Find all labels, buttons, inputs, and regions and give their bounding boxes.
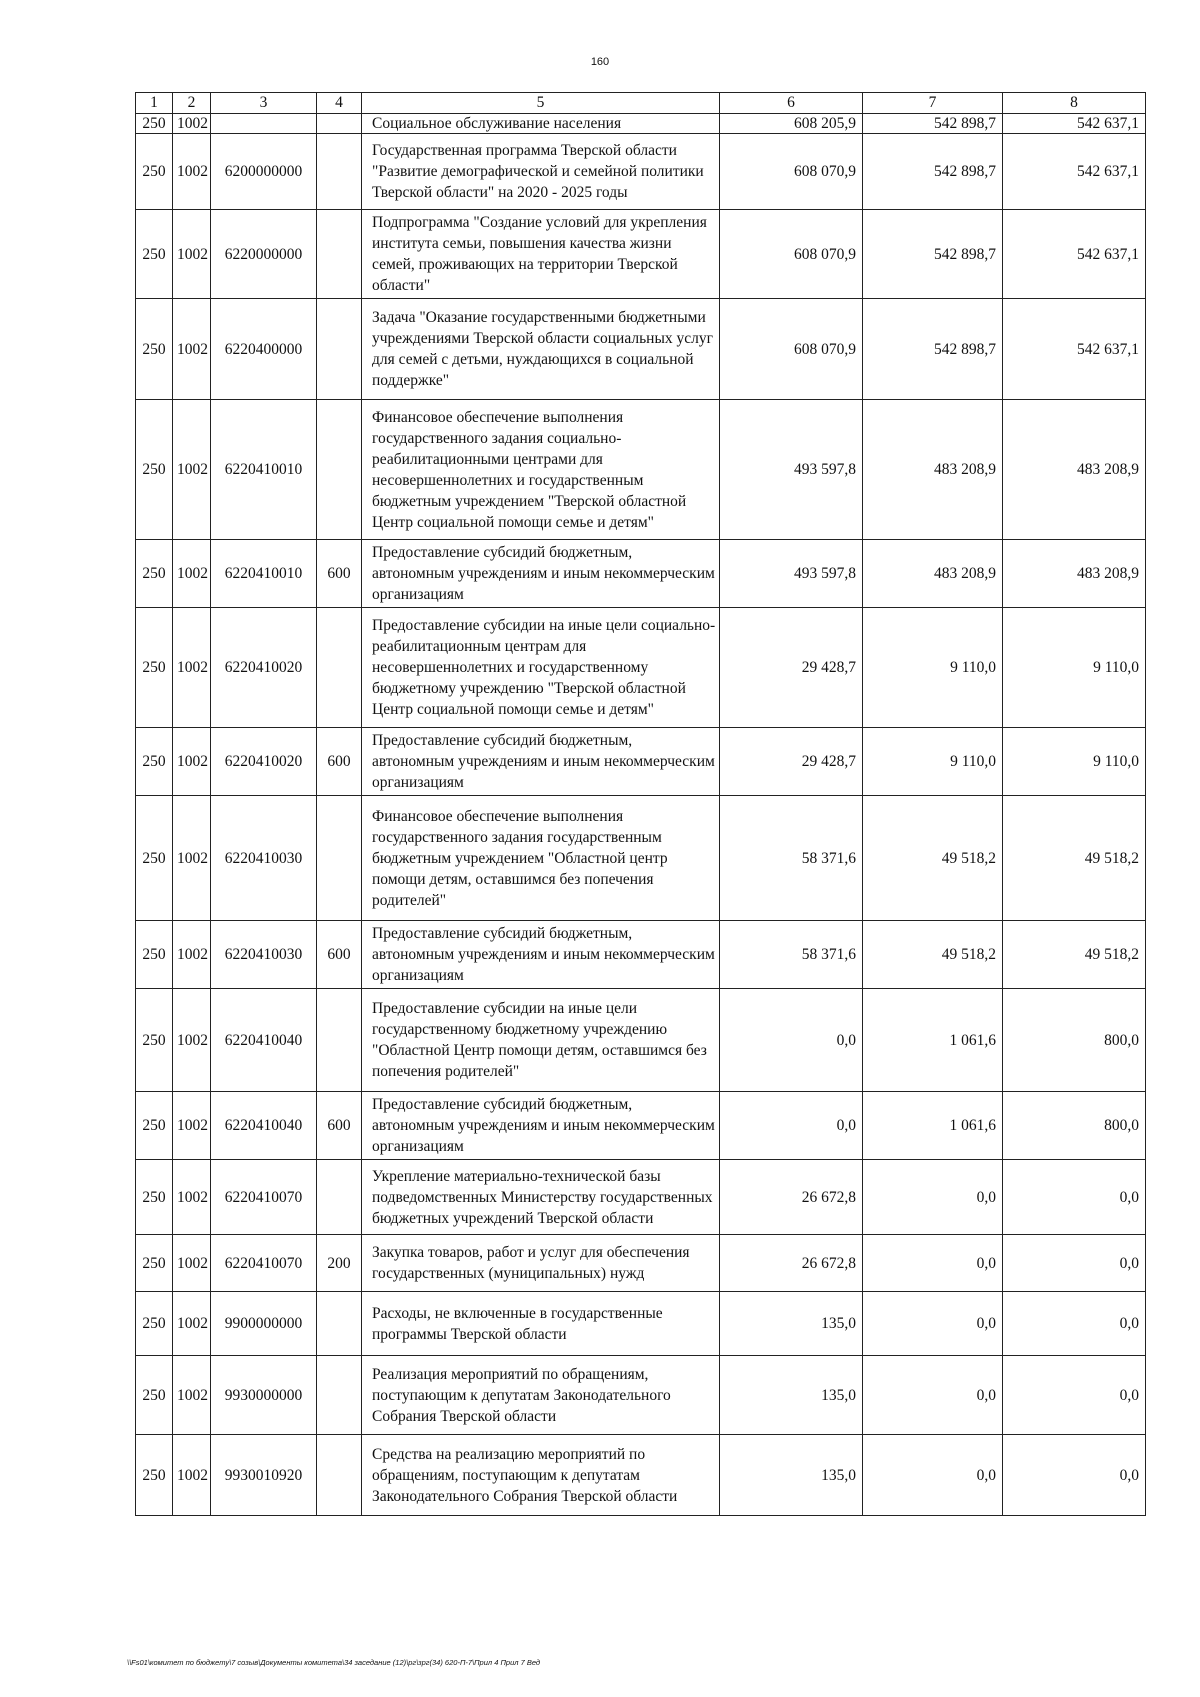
cell-target-code: [211, 114, 317, 134]
cell-subsection: 1002: [173, 1160, 211, 1235]
cell-value-col8: 9 110,0: [1003, 608, 1146, 728]
cell-value-col6: 608 070,9: [720, 299, 863, 400]
cell-expense-type: 600: [317, 1092, 362, 1160]
cell-subsection: 1002: [173, 921, 211, 989]
cell-target-code: 6220000000: [211, 210, 317, 299]
cell-value-col6: 493 597,8: [720, 540, 863, 608]
cell-value-col8: 0,0: [1003, 1292, 1146, 1356]
cell-section: 250: [136, 796, 173, 921]
cell-value-col8: 49 518,2: [1003, 796, 1146, 921]
cell-expense-type: [317, 1160, 362, 1235]
cell-value-col6: 29 428,7: [720, 728, 863, 796]
cell-target-code: 9930000000: [211, 1356, 317, 1435]
page-number: 160: [590, 56, 610, 68]
cell-subsection: 1002: [173, 1292, 211, 1356]
cell-subsection: 1002: [173, 210, 211, 299]
cell-value-col6: 135,0: [720, 1292, 863, 1356]
cell-section: 250: [136, 210, 173, 299]
cell-name: Укрепление материально-технической базы подведомственных Министерству государственных бюджетных учреждений Тверской области: [362, 1160, 720, 1235]
cell-value-col6: 0,0: [720, 1092, 863, 1160]
column-header: 6: [720, 93, 863, 114]
cell-section: 250: [136, 921, 173, 989]
cell-section: 250: [136, 1092, 173, 1160]
cell-subsection: 1002: [173, 1435, 211, 1516]
cell-name: Предоставление субсидий бюджетным, автономным учреждениям и иным некоммерческим организациям: [362, 1092, 720, 1160]
cell-expense-type: 600: [317, 728, 362, 796]
cell-target-code: 9930010920: [211, 1435, 317, 1516]
table-row: [136, 400, 1146, 540]
column-header: 5: [362, 93, 720, 114]
cell-value-col7: 9 110,0: [863, 728, 1003, 796]
cell-target-code: 6200000000: [211, 134, 317, 210]
cell-target-code: 6220410010: [211, 400, 317, 540]
budget-table: [135, 92, 1146, 1516]
column-header: 7: [863, 93, 1003, 114]
cell-subsection: 1002: [173, 728, 211, 796]
cell-value-col7: 0,0: [863, 1435, 1003, 1516]
cell-expense-type: [317, 299, 362, 400]
cell-value-col8: 0,0: [1003, 1235, 1146, 1292]
cell-name: Предоставление субсидии на иные цели социально-реабилитационным центрам для несовершеннолетних и государственному бюджетному учреждению "Тверской областной Центр социальной помощи семье и детям": [362, 608, 720, 728]
cell-value-col6: 26 672,8: [720, 1235, 863, 1292]
cell-value-col6: 29 428,7: [720, 608, 863, 728]
table-row: [136, 210, 1146, 299]
cell-name: Финансовое обеспечение выполнения государственного задания государственным бюджетным учреждением "Областной центр помощи детям, оставшимся без попечения родителей": [362, 796, 720, 921]
cell-name: Социальное обслуживание населения: [362, 114, 720, 134]
table-row: [136, 1356, 1146, 1435]
cell-value-col6: 608 205,9: [720, 114, 863, 134]
cell-target-code: 6220410040: [211, 1092, 317, 1160]
cell-value-col8: 800,0: [1003, 989, 1146, 1092]
cell-value-col6: 58 371,6: [720, 796, 863, 921]
cell-value-col7: 49 518,2: [863, 796, 1003, 921]
cell-value-col7: 0,0: [863, 1356, 1003, 1435]
cell-name: Подпрограмма "Создание условий для укрепления института семьи, повышения качества жизни семей, проживающих на территории Тверской области": [362, 210, 720, 299]
cell-value-col6: 608 070,9: [720, 210, 863, 299]
cell-target-code: 6220410070: [211, 1160, 317, 1235]
footer-file-path: \\Fs01\комитет по бюджету\7 созыв\Документы комитета\34 заседание (12)\рг\зрг(34) 620-П-7\Прил 4 Прил 7 Вед: [127, 1658, 541, 1667]
cell-name: Государственная программа Тверской области "Развитие демографической и семейной политики Тверской области" на 2020 - 2025 годы: [362, 134, 720, 210]
cell-value-col7: 542 898,7: [863, 299, 1003, 400]
cell-subsection: 1002: [173, 540, 211, 608]
cell-subsection: 1002: [173, 400, 211, 540]
cell-section: 250: [136, 400, 173, 540]
cell-expense-type: [317, 796, 362, 921]
column-number-row: [136, 93, 1146, 114]
table-row: [136, 114, 1146, 134]
cell-value-col6: 493 597,8: [720, 400, 863, 540]
cell-section: 250: [136, 299, 173, 400]
cell-value-col7: 1 061,6: [863, 989, 1003, 1092]
cell-expense-type: [317, 400, 362, 540]
cell-target-code: 6220410070: [211, 1235, 317, 1292]
column-header: 8: [1003, 93, 1146, 114]
cell-value-col8: 800,0: [1003, 1092, 1146, 1160]
cell-expense-type: [317, 134, 362, 210]
cell-value-col7: 1 061,6: [863, 1092, 1003, 1160]
cell-subsection: 1002: [173, 299, 211, 400]
cell-section: 250: [136, 540, 173, 608]
cell-name: Финансовое обеспечение выполнения государственного задания социально-реабилитационными центрами для несовершеннолетних и государственным бюджетным учреждением "Тверской областной Центр социальной помощи семье и детям": [362, 400, 720, 540]
cell-subsection: 1002: [173, 1235, 211, 1292]
table-row: [136, 1235, 1146, 1292]
cell-subsection: 1002: [173, 608, 211, 728]
table-row: [136, 134, 1146, 210]
table-row: [136, 1092, 1146, 1160]
cell-subsection: 1002: [173, 989, 211, 1092]
cell-name: Предоставление субсидии на иные цели государственному бюджетному учреждению "Областной Центр помощи детям, оставшимся без попечения родителей": [362, 989, 720, 1092]
cell-section: 250: [136, 114, 173, 134]
cell-value-col7: 0,0: [863, 1160, 1003, 1235]
table-row: [136, 1160, 1146, 1235]
cell-value-col7: 542 898,7: [863, 114, 1003, 134]
cell-section: 250: [136, 989, 173, 1092]
column-header: 1: [136, 93, 173, 114]
cell-value-col6: 26 672,8: [720, 1160, 863, 1235]
cell-target-code: 6220410020: [211, 608, 317, 728]
cell-expense-type: [317, 1292, 362, 1356]
table-row: [136, 796, 1146, 921]
cell-section: 250: [136, 728, 173, 796]
table-row: [136, 608, 1146, 728]
cell-name: Предоставление субсидий бюджетным, автономным учреждениям и иным некоммерческим организациям: [362, 728, 720, 796]
cell-value-col8: 483 208,9: [1003, 540, 1146, 608]
cell-subsection: 1002: [173, 1356, 211, 1435]
cell-value-col7: 0,0: [863, 1235, 1003, 1292]
cell-target-code: 6220410030: [211, 796, 317, 921]
cell-target-code: 6220410020: [211, 728, 317, 796]
cell-subsection: 1002: [173, 796, 211, 921]
cell-name: Реализация мероприятий по обращениям, поступающим к депутатам Законодательного Собрания Тверской области: [362, 1356, 720, 1435]
cell-section: 250: [136, 608, 173, 728]
cell-expense-type: [317, 989, 362, 1092]
table-row: [136, 921, 1146, 989]
cell-value-col6: 608 070,9: [720, 134, 863, 210]
cell-value-col8: 542 637,1: [1003, 210, 1146, 299]
cell-expense-type: [317, 114, 362, 134]
table-row: [136, 299, 1146, 400]
cell-subsection: 1002: [173, 1092, 211, 1160]
cell-value-col8: 0,0: [1003, 1356, 1146, 1435]
cell-expense-type: [317, 1435, 362, 1516]
cell-value-col7: 0,0: [863, 1292, 1003, 1356]
cell-value-col7: 542 898,7: [863, 134, 1003, 210]
cell-name: Предоставление субсидий бюджетным, автономным учреждениям и иным некоммерческим организациям: [362, 540, 720, 608]
cell-target-code: 6220400000: [211, 299, 317, 400]
cell-value-col8: 9 110,0: [1003, 728, 1146, 796]
cell-name: Средства на реализацию мероприятий по обращениям, поступающим к депутатам Законодательного Собрания Тверской области: [362, 1435, 720, 1516]
table-row: [136, 728, 1146, 796]
cell-target-code: 6220410040: [211, 989, 317, 1092]
table-row: [136, 540, 1146, 608]
cell-expense-type: [317, 608, 362, 728]
cell-expense-type: 200: [317, 1235, 362, 1292]
cell-value-col8: 542 637,1: [1003, 299, 1146, 400]
cell-subsection: 1002: [173, 134, 211, 210]
cell-expense-type: [317, 210, 362, 299]
cell-expense-type: [317, 1356, 362, 1435]
cell-value-col7: 49 518,2: [863, 921, 1003, 989]
cell-value-col7: 9 110,0: [863, 608, 1003, 728]
cell-value-col6: 135,0: [720, 1435, 863, 1516]
cell-expense-type: 600: [317, 921, 362, 989]
cell-section: 250: [136, 1435, 173, 1516]
table-row: [136, 989, 1146, 1092]
cell-value-col8: 0,0: [1003, 1160, 1146, 1235]
cell-value-col7: 483 208,9: [863, 540, 1003, 608]
cell-value-col8: 49 518,2: [1003, 921, 1146, 989]
cell-value-col7: 542 898,7: [863, 210, 1003, 299]
cell-section: 250: [136, 1292, 173, 1356]
table-row: [136, 1292, 1146, 1356]
cell-name: Задача "Оказание государственными бюджетными учреждениями Тверской области социальных услуг для семей с детьми, нуждающихся в социальной поддержке": [362, 299, 720, 400]
cell-value-col6: 0,0: [720, 989, 863, 1092]
cell-subsection: 1002: [173, 114, 211, 134]
cell-value-col6: 135,0: [720, 1356, 863, 1435]
cell-target-code: 6220410010: [211, 540, 317, 608]
cell-name: Предоставление субсидий бюджетным, автономным учреждениям и иным некоммерческим организациям: [362, 921, 720, 989]
column-header: 2: [173, 93, 211, 114]
cell-target-code: 6220410030: [211, 921, 317, 989]
cell-value-col8: 483 208,9: [1003, 400, 1146, 540]
cell-value-col8: 0,0: [1003, 1435, 1146, 1516]
cell-section: 250: [136, 1235, 173, 1292]
cell-target-code: 9900000000: [211, 1292, 317, 1356]
column-header: 3: [211, 93, 317, 114]
cell-name: Расходы, не включенные в государственные программы Тверской области: [362, 1292, 720, 1356]
cell-value-col7: 483 208,9: [863, 400, 1003, 540]
table-body: [136, 114, 1146, 1516]
cell-value-col8: 542 637,1: [1003, 134, 1146, 210]
column-header: 4: [317, 93, 362, 114]
cell-value-col6: 58 371,6: [720, 921, 863, 989]
cell-name: Закупка товаров, работ и услуг для обеспечения государственных (муниципальных) нужд: [362, 1235, 720, 1292]
cell-expense-type: 600: [317, 540, 362, 608]
cell-section: 250: [136, 1160, 173, 1235]
cell-section: 250: [136, 1356, 173, 1435]
cell-value-col8: 542 637,1: [1003, 114, 1146, 134]
table-row: [136, 1435, 1146, 1516]
cell-section: 250: [136, 134, 173, 210]
